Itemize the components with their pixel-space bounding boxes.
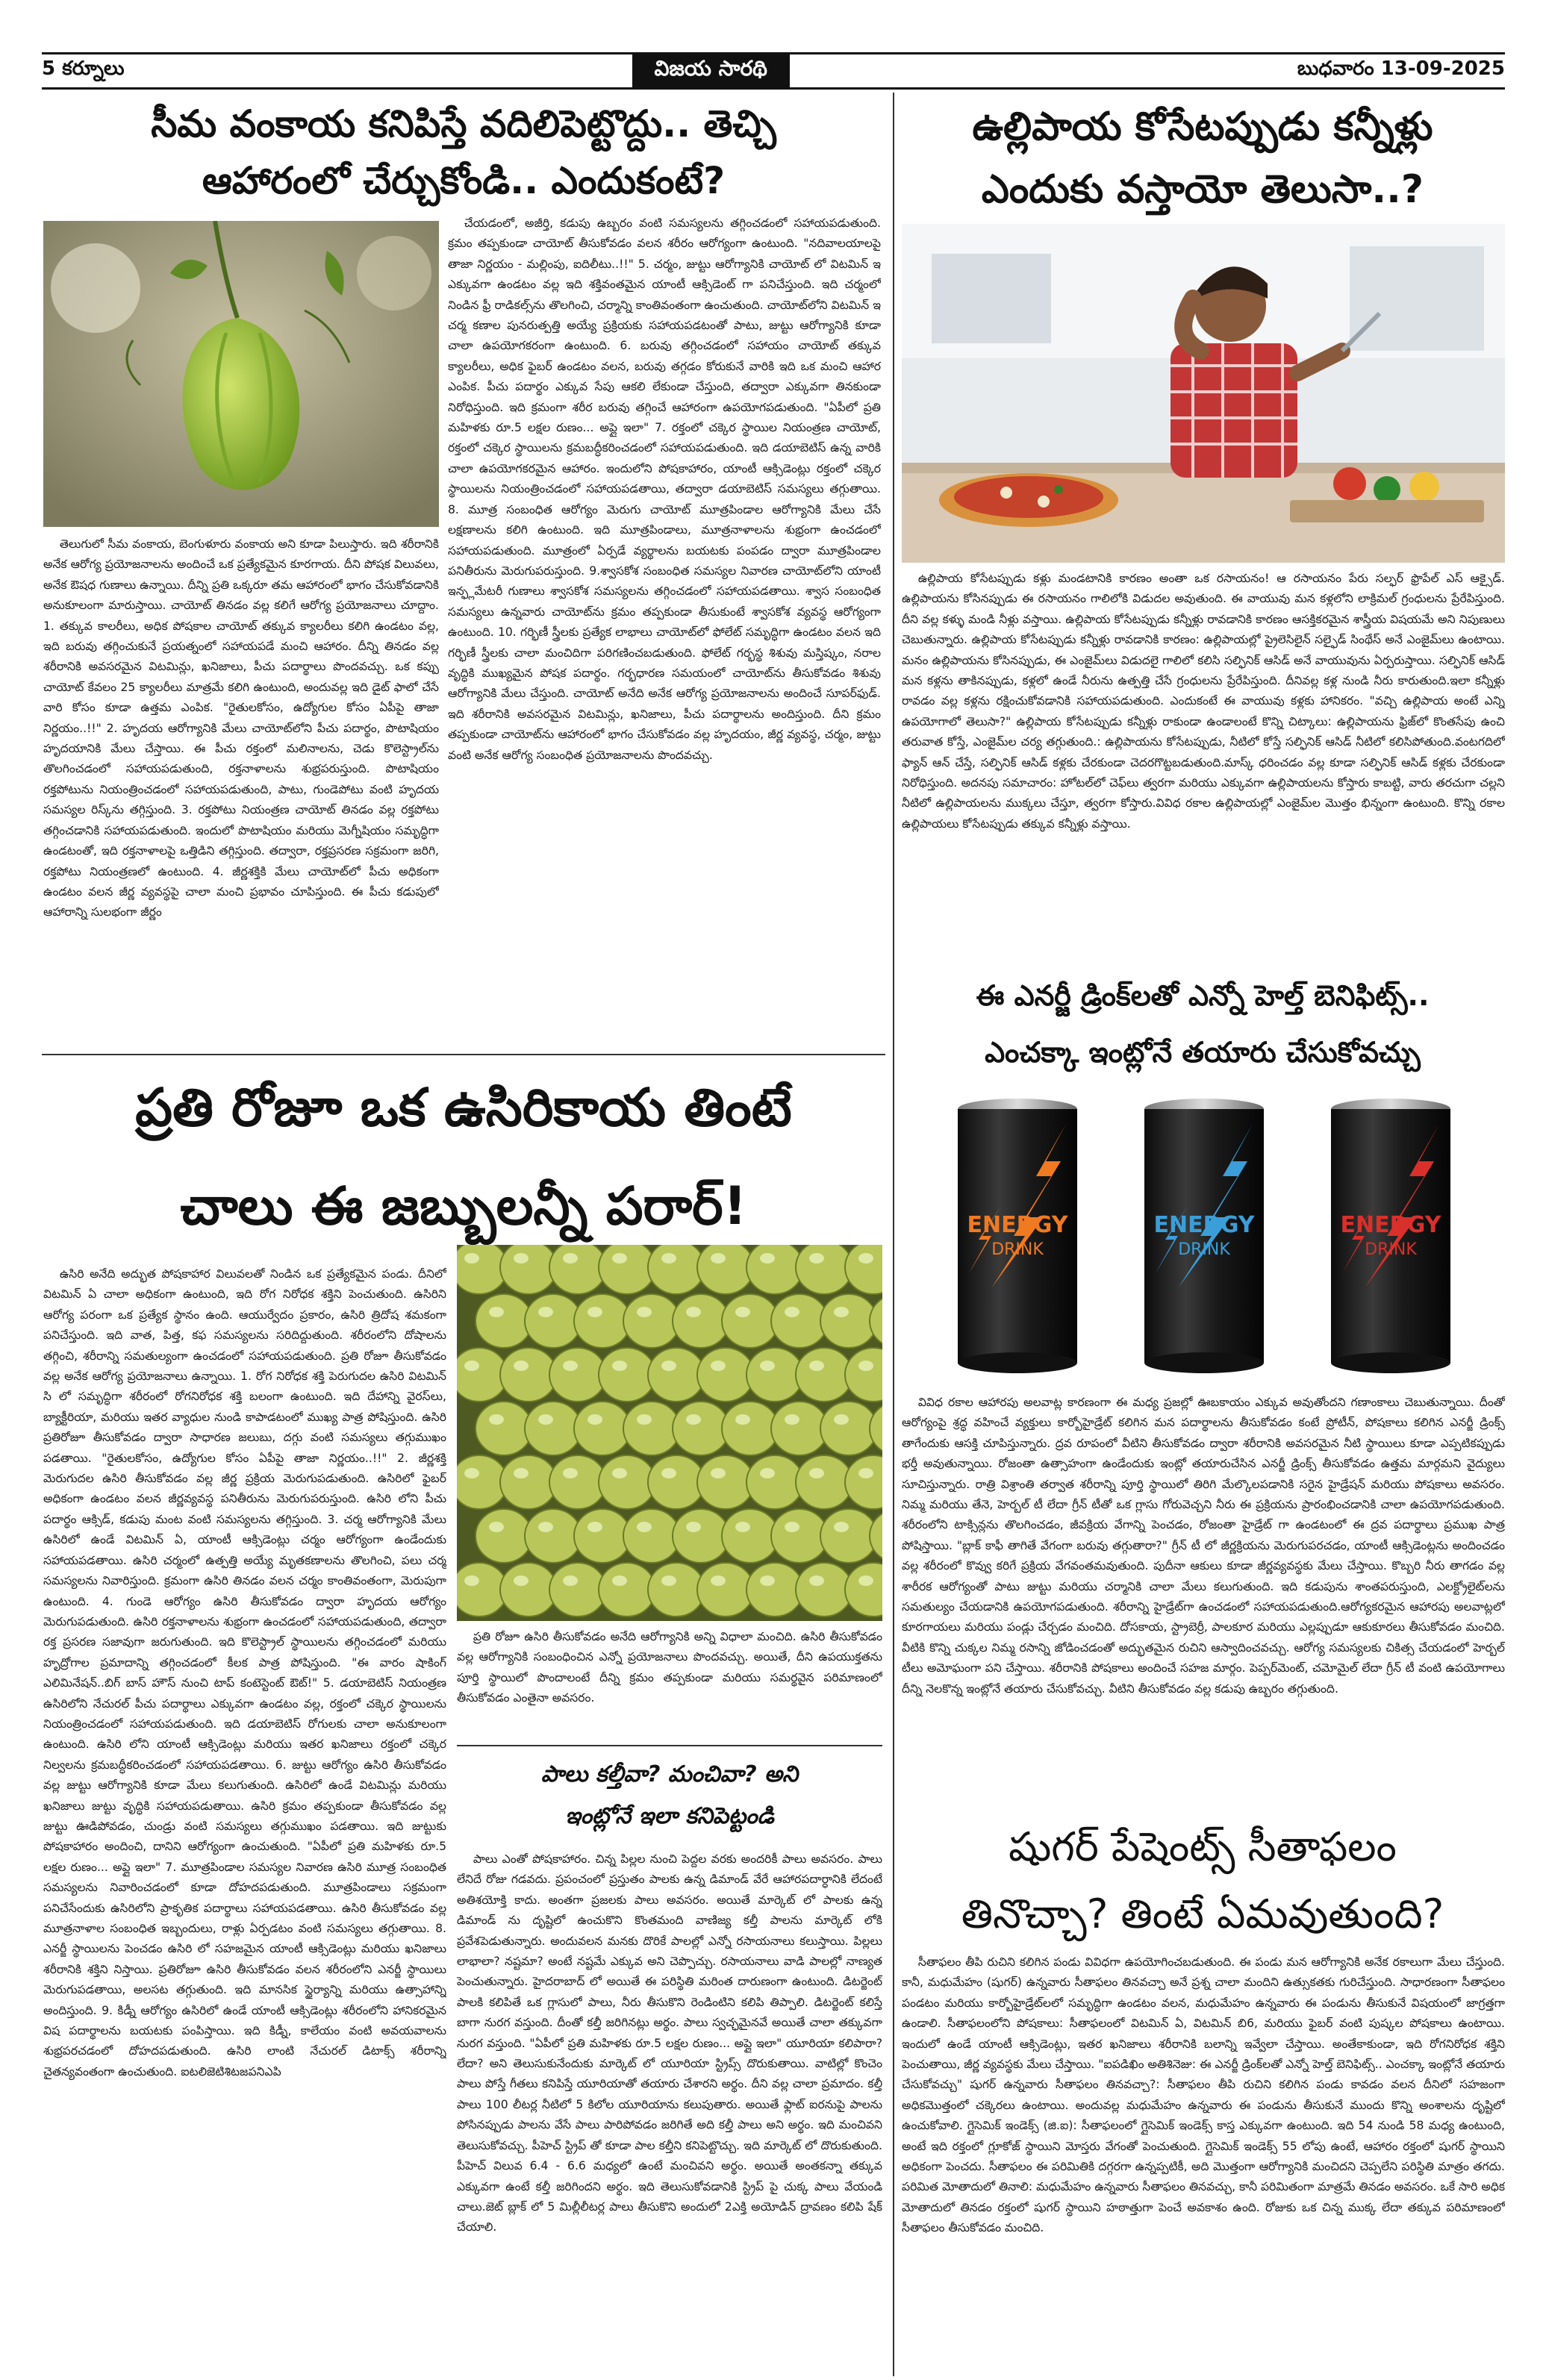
page-header bbox=[42, 52, 1505, 90]
amla-fruit bbox=[722, 1509, 779, 1563]
amla-fruit bbox=[746, 1348, 803, 1402]
amla-fruit bbox=[796, 1348, 852, 1402]
amla-fruit bbox=[771, 1294, 828, 1348]
article3-headline: ఈ ఎనర్జీ డ్రింక్‌లతో ఎన్నో హెల్త్ బెనిఫిట్స్.. ఎంచక్కా ఇంట్లోనే తయారు చేసుకోవచ్చు bbox=[976, 979, 1430, 1069]
amla-fruit bbox=[796, 1245, 852, 1294]
amla-fruit bbox=[697, 1348, 754, 1402]
article6-body: సీతాఫలం తీపి రుచిని కలిగిన పండు వివిధగా ఉపయోగించబడుతుంది. ఈ పండు మన ఆరోగ్యానికి అనేక రకాలుగా మేలు చేస్తుంది. కానీ, మధుమేహం (షుగర్) ఉన్నవారు సీతాఫలం తినవచ్చా అనే ప్రశ్న చాలా మందిని ఉత్సుకతకు గురిచేస్తుంది. సాధారణంగా సీతాఫలం పండటం మరియు కార్బోహైడ్రేట్‌లలో సమృద్ధిగా ఉండటం వలన, మధుమేహం ఉన్నవారు ఈ పండును తీసుకునే విషయంలో జాగ్రత్తగా ఉండాలి. సీతాఫలంలోని పోషకాలు: సీతాఫలంలో విటమిన్ ఏ, విటమిన్ బి6, మరియు ఫైబర్ వంటి పుష్కల పోషకాలు ఉంటాయి. ఇందులో ఉండే యాంటీ ఆక్సిడెంట్లు, ఇతర ఖనిజాలు శరీరానికి బలాన్ని ఇవ్వేలా చేస్తాయి. అంతేకాకుండా, ఇది రోగనిరోధక శక్తిని పెంచుతాయి, జీర్ణ వ్యవస్థకు మేలు చేస్తాయి. "ఐపడిఖిం అతిశినెజు: ఈ ఎనర్జీ డ్రింక్‌లతో ఎన్నో హెల్త్ బెనిఫిట్స్.. ఎంచక్కా ఇంట్లోనే తయారు చేసుకోవచ్చు" షుగర్ ఉన్నవారు సీతాఫలం తినవచ్చా?: సీతాఫలం తీపి రుచిని కలిగిన పండు కావడం వలన దీనిలో సహజంగా అధికమొత్తంలో చక్కెరలు ఉంటాయి. అందువల్ల మధుమేహం ఉన్నవారు ఈ పండును తీసుకునే ముందు కొన్ని అంశాలను దృష్టిలో ఉంచుకోవాలి. గ్లైసెమిక్ ఇండెక్స్ (జి.ఐ): సీతాఫలంలో గ్లైసెమిక్ ఇండెక్స్ కాస్త ఎక్కువగా ఉంటుంది. ఇది 54 నుండి 58 మధ్య ఉంటుంది, అంటే ఇది రక్తంలో గ్లూకోజ్ స్థాయిని మోస్తరు వేగంతో పెంచుతుంది. గ్లైసెమిక్ ఇండెక్స్ 55 లోపు ఉంటే, ఆహారం రక్తంలో షుగర్ స్థాయిని అధికంగా పెంచదు. సీతాఫలం ఈ పరిమితికి దగ్గరగా ఉన్నప్పటికీ, అది మొత్తంగా ఆరోగ్యానికి మంచిదని చెప్పలేని పరిస్థితి మాత్రం తగదు. పరిమిత మోతాదులో తినాలి: మధుమేహం ఉన్నవారు సీతాఫలం తినవచ్చు, కానీ పరిమితంగా మాత్రమే తినడం అవసరం. ఒకే సారి అధిక మోతాదులో తినడం రక్తంలో షుగర్ స్థాయిని హఠాత్తుగా పెంచే అవకాశం ఉంది. రోజుకు ఒక చిన్న ముక్క లేదా తక్కువ పరిమాణంలో సీతాఫలం తీసుకోవడం మంచిది. bbox=[902, 1955, 1505, 2235]
amla-fruit bbox=[722, 1294, 779, 1348]
amla-fruit bbox=[476, 1402, 532, 1455]
amla-fruit bbox=[648, 1563, 705, 1617]
amla-fruit bbox=[500, 1455, 557, 1509]
amla-fruit bbox=[771, 1509, 828, 1563]
amla-fruit bbox=[500, 1245, 557, 1294]
amla-fruit bbox=[574, 1402, 631, 1455]
energy-drink-can bbox=[1144, 1099, 1264, 1373]
amla-fruit bbox=[599, 1455, 655, 1509]
chayote-photo bbox=[43, 221, 439, 527]
amla-fruit bbox=[500, 1563, 557, 1617]
amla-fruit bbox=[796, 1455, 852, 1509]
amla-fruit bbox=[574, 1509, 631, 1563]
amla-fruit bbox=[820, 1402, 877, 1455]
can-label-drink: DRINK bbox=[1365, 1240, 1417, 1259]
amla-fruit bbox=[673, 1402, 729, 1455]
energy-drink-cans-photo bbox=[902, 1079, 1505, 1385]
amla-fruit bbox=[648, 1455, 705, 1509]
article5-body: పాలు ఎంతో పోషకాహారం. చిన్న పిల్లల నుంచి పెద్దల వరకు అందరికీ పాలు అవసరం. పాలు లేనిదే రోజు గడవదు. ప్రపంచంలో ప్రస్తుతం పాలకు ఉన్న డిమాండ్ వేరే ఆహారపదార్ధానికి లేదంటే అతిశయోక్తి కాదు. అంతగా ప్రజలకు పాలు అవసరం. అయితే మార్కెట్ లో పాలకు ఉన్న డిమాండ్ ను దృష్టిలో ఉంచుకొని కొంతమంది వాణిజ్య కల్తీ పాలను మార్కెట్ లోకి ప్రవేశపెడుతున్నారు. అందువలన మనకు దొరికే పాలల్లో ఎన్నో రసాయనాలు కలుస్తాయి. పిల్లలు లాభాలా? నష్టమా? అంటే నష్టమే ఎక్కువ అని చెప్పొచ్చు. రసాయనాలు వాడి పాలల్లో నాణ్యత పెంచుతున్నారు. హైదరాబాద్ లో అయితే ఈ పరిస్థితి మరింత దారుణంగా ఉంటుంది. డిటర్జెంట్ పాలకి కలిపితే ఒక గ్లాసులో పాలు, నీరు తీసుకొని రెండింటిని కలిపి తిప్పాలి. డిటర్జెంట్ కలిస్తే బాగా నురగ వస్తుంది. దీంతో కల్తీ జరిగినట్లు అర్థం. పాలు స్వచ్ఛమైనవే అయితే చాలా తక్కువగా నురగ వస్తుంది. "ఏపీలో ప్రతి మహిళకు రూ.5 లక్షల రుణం... అప్లై ఇలా" యూరియా కలిపారా? లేదా? అని తెలుసుకునేందుకు మార్కెట్ లో యూరియా స్ట్రిప్స్ దొరుకుతాయి. వాటిల్లో కొంచెం పాలు పోస్తే గీతలు కనిపిస్తే యూరియాతో తయారు చేశారని అర్థం. దీని వల్ల చాలా ప్రమాదం. కల్తీ పాలు 100 లీటర్ల నీటిలో 5 కిలోల యూరియాను కలుపుతారు. అయితే ఫ్లాట్ ఐరనుపై పాలను పోసినప్పుడు పాలను వేసే పాలు పారిపోవడం జరిగితే అది కల్తీ పాలు అని అర్థం. ఇది మంచివని తెలుసుకోవచ్చు. పీహెచ్ స్ట్రిప్ తో కూడా పాల కల్తీని కనిపెట్టొచ్చు. ఇది మార్కెట్ లో దొరుకుతుంది. పీహెచ్ విలువ 6.4 - 6.6 మధ్యలో ఉంటే మంచివని అర్థం. అయితే అంతకన్నా తక్కువ ఎక్కువగా ఉంటే కల్తీ జరిగిందని అర్థం. ఇది తెలుసుకోవడానికి స్ట్రిప్ పై చుక్క పాలు వేయండి చాలు.జెట్ బ్లాక్ లో 5 మిల్లీలీటర్ల పాలు తీసుకొని అందులో 2ఎక్తి అయోడిన్ ద్రావణం కలిపి షేక్ చేయాలి. bbox=[457, 1852, 882, 2234]
amla-fruit bbox=[746, 1563, 803, 1617]
amla-fruit bbox=[623, 1294, 680, 1348]
amla-fruit bbox=[549, 1348, 606, 1402]
amla-fruit bbox=[549, 1455, 606, 1509]
amla-fruit bbox=[574, 1294, 631, 1348]
amla-fruit bbox=[599, 1348, 655, 1402]
amla-fruit bbox=[500, 1348, 557, 1402]
amla-fruit bbox=[549, 1245, 606, 1294]
amla-fruit bbox=[697, 1563, 754, 1617]
can-label-energy: ENERGY bbox=[1153, 1212, 1255, 1238]
article1-headline: సీమ వంకాయ కనిపిస్తే వదిలిపెట్టొద్దు.. తెచ్చి ఆహారంలో చేర్చుకోండి.. ఎందుకంటే? bbox=[151, 102, 776, 202]
amla-fruit bbox=[722, 1402, 779, 1455]
energy-drink-can bbox=[958, 1099, 1077, 1373]
article5-headline: పాలు కల్తీవా? మంచివా? అని ఇంట్లోనే ఇలా కనిపెట్టండి bbox=[540, 1761, 799, 1829]
article1-body-right: చేయడంలో, అజీర్తి, కడుపు ఉబ్బరం వంటి సమస్యలను తగ్గించడంలో సహాయపడుతుంది. క్రమం తప్పకుండా చాయోట్ తీసుకోవడం వలన శరీరం ఆరోగ్యంగా ఉంటుంది. "నదివాలయాలపై తాజా నిర్ణయం - మల్లింపు, ఐదిలీటు..!!" 5. చర్మం, జుట్టు ఆరోగ్యానికి చాయోట్ లో విటమిన్ ఇ ఎక్కువగా ఉండటం వల్ల ఇది శక్తివంతమైన యాంటీ ఆక్సిడెంట్ గా పనిచేస్తుంది. ఇది చర్మంలో నిండిన ఫ్రీ రాడికల్స్‌ను తొలగించి, చర్మాన్ని కాంతివంతంగా ఉంచుతుంది. చాయోట్‌లోని విటమిన్ ఇ చర్మ కణాల పునరుత్పత్తి అయ్యే ప్రక్రియకు సహాయపడటంతో పాటు, జుట్టు ఆరోగ్యానికి కూడా చాలా ఉపయోగకరంగా ఉంటుంది. 6. బరువు తగ్గించడంలో సహాయం చాయోట్ తక్కువ క్యాలరీలు, అధిక ఫైబర్ ఉండటం వలన, బరువు తగ్గడం కోరుకునే వారికి ఇది ఒక మంచి ఆహార ఎంపిక. పీచు పదార్థం ఎక్కువ సేపు ఆకలి లేకుండా చేస్తుంది, తద్వారా ఎక్కువగా తినకుండా నిరోధిస్తుంది. ఇది క్రమంగా శరీర బరువు తగ్గించే ఆహారంగా ఉపయోగపడుతుంది. "ఏపీలో ప్రతి మహిళకు రూ.5 లక్షల రుణం... అప్లై ఇలా" 7. రక్తంలో చక్కెర స్థాయిల నియంత్రణ చాయోట్, రక్తంలో చక్కెర స్థాయిలను క్రమబద్ధీకరించడంలో సహాయపడుతుంది. ఇది డయాబెటిస్ ఉన్న వారికి చాలా ఉపయోగకరమైన ఆహారం. ఇందులోని పోషకాహారం, యాంటీ ఆక్సిడెంట్లు రక్తంలో చక్కెర స్థాయిలను నియంత్రించడంలో సహాయపడతాయి, తద్వారా డయాబెటిస్ సమస్యలు తగ్గుతాయి. 8. మూత్ర సంబంధిత ఆరోగ్యం మెరుగు చాయోట్ మూత్రపిండాల ఆరోగ్యానికి మేలు చేసే లక్షణాలను కలిగి ఉంటుంది. ఇది మూత్రపిండాలు, మూత్రనాళాలను శుభ్రంగా ఉంచడంలో సహాయపడుతుంది. మూత్రంలో ఏర్పడే వ్యర్థాలను బయటకు పంపడం ద్వారా మూత్రపిండాల పనితీరును మెరుగుపరుస్తుంది. 9.శ్వాసకోశ సంబంధిత సమస్యల నివారణ చాయోట్‌లోని యాంటీ ఇన్ఫ్లమేటరీ గుణాలు శ్వాసకోశ సమస్యలను తగ్గించడంలో సహాయపడతాయి. శ్వాస సంబంధిత సమస్యలు ఉన్నవారు చాయోట్‌ను క్రమం తప్పకుండా తీసుకుంటే శ్వాసకోశ వ్యవస్థ ఆరోగ్యంగా ఉంటుంది. 10. గర్భిణీ స్త్రీలకు ప్రత్యేక లాభాలు చాయోట్‌లో ఫోలేట్ సమృద్ధిగా ఉండటం వలన ఇది గర్భిణీ స్త్రీలకు చాలా మంచిదిగా పరిగణించబడుతుంది. ఫోలేట్ గర్భస్థ శిశువు మస్తిష్కం, నరాల వృద్ధికి ముఖ్యమైన పోషక పదార్థం. గర్భధారణ సమయంలో చాయోట్‌ను తీసుకోవడం శిశువు ఆరోగ్యానికి మేలు చేస్తుంది. చాయోట్ అనేది అనేక ఆరోగ్య ప్రయోజనాలను అందించే సూపర్‌ఫుడ్. ఇది శరీరానికి అవసరమైన విటమిన్లు, ఖనిజాలు, పీచు పదార్థాలను అందిస్తుంది. దీని క్రమం తప్పకుండా చాయోట్‌ను ఆహారంలో భాగం చేసుకోవడం వల్ల హృదయం, జీర్ణ వ్యవస్థ, చర్మం, జుట్టు వంటి అనేక ఆరోగ్య సంబంధిత ప్రయోజనాలను పొందవచ్చు. bbox=[448, 216, 881, 762]
amla-fruit bbox=[820, 1509, 877, 1563]
amla-fruit bbox=[697, 1245, 754, 1294]
article1-body-below: తెలుగులో సీమ వంకాయ, బెంగుళూరు వంకాయ అని కూడా పిలుస్తారు. ఇది శరీరానికి అనేక ఆరోగ్య ప్రయోజనాలను అందించే ఒక ప్రత్యేకమైన కూరగాయ. దీని పోషక విలువలు, అనేక ఔషధ గుణాలు ఉన్నాయి. దీన్ని ప్రతి ఒక్కరూ తమ ఆహారంలో భాగం చేసుకోవడానికి అనుకూలంగా మారుస్తాయి. చాయోట్ తినడం వల్ల కలిగే ఆరోగ్య ప్రయోజనాలు చూద్దాం. 1. తక్కువ కాలరీలు, అధిక పోషకాల చాయోట్ తక్కువ క్యాలరీలు కలిగి ఉండటం వల్ల, ఇది బరువు తగ్గించుకునే ప్రయత్నంలో సహాయపడే మంచి ఆహారం. దీన్ని తినడం వల్ల శరీరానికి అవసరమైన విటమిన్లు, ఖనిజాలు, పీచు పదార్థాలు పొందవచ్చు. ఒక కప్పు చాయోట్ కేవలం 25 క్యాలరీలు మాత్రమే కలిగి ఉంటుంది, అందువల్ల ఇది డైట్ ఫాలో చేసే వారి కోసం కూడా ఉత్తమ ఎంపిక. "రైతులకోసం, ఉద్యోగుల కోసం ఏపీపై తాజా నిర్ణయం..!!" 2. హృదయ ఆరోగ్యానికి మేలు చాయోట్‌లోని పీచు పదార్థం, పొటాషియం హృదయానికి మేలు చేస్తాయి. ఈ పీచు రక్తంలో మలినాలను, చెడు కొలెస్ట్రాల్‌ను తొలగించడంలో సహాయపడుతుంది, రక్తనాళాలను శుభ్రపరుస్తుంది. పొటాషియం రక్తపోటును నియంత్రించడంలో సహాయపడుతుంది, పాటు, గుండెపోటు వంటి హృదయ సమస్యల రిస్క్‌ను తగ్గిస్తుంది. 3. రక్తపోటు నియంత్రణ చాయోట్ తినడం వల్ల రక్తపోటు తగ్గించడానికి సహాయపడుతుంది. ఇందులో పొటాషియం మరియు మెగ్నీషియం సమృద్ధిగా ఉండటంతో, ఇది రక్తనాళాలపై ఒత్తిడిని తగ్గిస్తుంది. తద్వారా, రక్తప్రసరణ సక్రమంగా జరిగి, రక్తపోటు నియంత్రణలో ఉంటుంది. 4. జీర్ణశక్తికి మేలు చాయోట్‌లో పీచు అధికంగా ఉండటం వలన జీర్ణ వ్యవస్థపై చాలా మంచి ప్రభావం చూపిస్తుంది. ఈ పీచు కడుపులో ఆహారాన్ని సులభంగా జీర్ణం bbox=[43, 537, 439, 919]
amla-fruit bbox=[648, 1245, 705, 1294]
amla-fruit bbox=[746, 1455, 803, 1509]
amla-fruit bbox=[697, 1455, 754, 1509]
article6-headline: షుగర్ పేషెంట్స్ సీతాఫలం తినొచ్చా? తింటే ఏమవుతుంది? bbox=[961, 1823, 1444, 1937]
masthead: విజయ సారథి bbox=[632, 54, 790, 87]
amla-fruit bbox=[820, 1294, 877, 1348]
amla-fruit bbox=[476, 1509, 532, 1563]
can-label-drink: DRINK bbox=[1178, 1240, 1230, 1259]
article2-headline: ఉల్లిపాయ కోసేటప్పుడు కన్నీళ్లు ఎందుకు వస్తాయో తెలుసా..? bbox=[972, 104, 1433, 212]
amla-fruit bbox=[673, 1294, 729, 1348]
can-label-energy: ENERGY bbox=[967, 1212, 1068, 1238]
amla-fruit bbox=[549, 1563, 606, 1617]
amla-fruit bbox=[746, 1245, 803, 1294]
onion-cutting-photo bbox=[902, 224, 1505, 563]
date-label: బుధవారం 13-09-2025 bbox=[1297, 57, 1505, 80]
amla-fruit bbox=[599, 1245, 655, 1294]
can-label-drink: DRINK bbox=[991, 1240, 1044, 1259]
amla-fruit bbox=[525, 1294, 582, 1348]
can-label-energy: ENERGY bbox=[1340, 1212, 1441, 1238]
amla-photo bbox=[457, 1245, 882, 1621]
amla-fruit bbox=[623, 1509, 680, 1563]
article3-body: వివిధ రకాల ఆహారపు అలవాట్ల కారణంగా ఈ మధ్య ప్రజల్లో ఊబకాయం ఎక్కువ అవుతోందని గణాంకాలు చెబుతున్నాయి. దీంతో ఆరోగ్యంపై శ్రద్ధ వహించే వ్యక్తులు కార్బోహైడ్రేట్ కలిగిన మన పదార్థాలను తీసుకోవడం కంటే ప్రోటీన్, పోషకాలు కలిగిన ఎనర్జీ డ్రింక్స్‌ తాగేందుకు ఆసక్తి చూపిస్తున్నారు. ద్రవ రూపంలో వీటిని తీసుకోవడం ద్వారా శరీరానికి అవసరమైన నీటి స్థాయిలు కూడా ఎప్పటికప్పుడు భర్తీ అవుతున్నాయి. రోజంతా ఉత్సాహంగా ఉండేందుకు ఇంట్లో తయారుచేసిన ఎనర్జీ డ్రింక్స్ తీసుకోవడం ఉత్తమ మార్గమని వైద్యులు సూచిస్తున్నారు. రాత్రి విశ్రాంతి తర్వాత శరీరాన్ని పూర్తి స్థాయిలో తిరిగి మేల్కొలపడానికి సరైన హైడ్రేషన్ మరియు పోషకాలు అవసరం. నిమ్మ మరియు తేనె, హెర్బల్ టీ లేదా గ్రీన్ టీతో ఒక గ్లాసు గోరువెచ్చని నీరు ఈ ప్రక్రియను ప్రారంభించడానికి చాలా ఉపయోగపడుతుంది. శరీరంలోని టాక్సిన్లను తొలగించడం, జీవక్రియ వేగాన్ని పెంచడం, రోజంతా హైడ్రేట్ గా ఉండటంలో ఈ ద్రవ పదార్థాలు ప్రముఖ పాత్ర పోషిస్తాయి. "బ్లాక్ కాఫీ తాగితే వేగంగా బరువు తగ్గుతారా?" గ్రీన్ టీ లో జీర్ణక్రియను మెరుగుపరచడం, యాంటీ ఆక్సిడెంట్లను అందించడం వల్ల శరీరంలో కొవ్వు కరిగే ప్రక్రియ వేగవంతమవుతుంది. పుదీనా ఆకులు కూడా జీర్ణవ్యవస్థకు మేలు చేస్తాయి. కొబ్బరి నీరు తాగడం వల్ల శారీరక ఆరోగ్యంతో పాటు జుట్టు మరియు చర్మానికి చాలా మేలు కలుగుతుంది. ఇది కడుపును శాంతపరుస్తుంది, ఎలక్ట్రోలైట్‌లను సమతుల్యం చేయడానికి ఉపయోగపడుతుంది. శరీరాన్ని హైడ్రేట్‌గా ఉంచడంలో సహాయపడుతుంది.ఆరోగ్యకరమైన ఆహారపు అలవాట్లలో కూరగాయలు మరియు పండ్లు చేర్చడం మంచిది. దోసకాయ, స్ట్రాబెర్రీ, పాలకూర మరియు ఎల్లప్పుడూ ఆకుకూరలు తీసుకోవడం మంచిది. వీటికి కొన్ని చుక్కల నిమ్మ రసాన్ని జోడించడంతో అద్భుతమైన రుచిని ఆస్వాదించవచ్చు. ఆరోగ్య సమస్యలకు చికిత్స చేయడంలో హెర్బల్ టీలు అమోఘంగా పని చేస్తాయి. శరీరానికి పోషకాలు అందించే సహజ మార్గం. పెప్పర్‌మెంట్, చమోమైల్ లేదా గ్రీన్ టీ వంటి ఉపయోగాలు దీన్ని నెలకొన్న ఇంట్లోనే తయారు చేసుకోవచ్చు. వీటిని తీసుకోవడం వల్ల కడుపు ఉబ్బరం తగ్గుతుంది. bbox=[902, 1396, 1505, 1696]
amla-fruit bbox=[771, 1402, 828, 1455]
article4-body-left: ఉసిరి అనేది అద్భుత పోషకాహార విలువలతో నిండిన ఒక ప్రత్యేకమైన పండు. దీనిలో విటమిన్ ఏ చాలా అధికంగా ఉంటుంది, ఇది రోగ నిరోధక శక్తిని పెంచుతుంది. ఉసిరిని ఆరోగ్య పరంగా ఒక ప్రత్యేక స్థానం ఉంది. ఆయుర్వేదం ప్రకారం, ఉసిరి త్రిదోష శమకంగా పనిచేస్తుంది. ఇది వాత, పిత్త, కఫ సమస్యలను సరిదిద్దుతుంది. శరీరంలోని దోషాలను తగ్గించి, శరీరాన్ని సమతుల్యంగా ఉంచడంలో సహాయపడుతుంది. ప్రతి రోజూ తీసుకోవడం వల్ల అనేక ఆరోగ్య ప్రయోజనాలు ఉన్నాయి. 1. రోగ నిరోధక శక్తి పెరుగుదల ఉసిరి విటమిన్ సి లో సమృద్ధిగా శరీరంలో రోగనిరోధక శక్తి బలంగా ఉంటుంది. ఇది దేహాన్ని వైరస్‌లు, బ్యాక్టీరియా, మరియు ఇతర వ్యాధుల నుండి కాపాడటంలో ముఖ్య పాత్ర పోషిస్తుంది. ఉసిరి ప్రతిరోజూ తీసుకోవడం ద్వారా సాధారణ జలుబు, దగ్గు వంటి సమస్యలు తగ్గుముఖం పడతాయి. "రైతులకోసం, ఉద్యోగుల కోసం ఏపీపై తాజా నిర్ణయం..!!" 2. జీర్ణశక్తి మెరుగుదల ఉసిరి తీసుకోవడం వల్ల జీర్ణ ప్రక్రియ మెరుగుపడుతుంది. ఉసిరిలో ఫైబర్ అధికంగా ఉండటం వలన జీర్ణవ్యవస్థ పనితీరును మెరుగుపరుస్తుంది. ఉసిరి లోని పీచు పదార్థం ఆక్సిడ్, కడుపు మంట వంటి సమస్యలను తగ్గిస్తుంది. 3. చర్మ ఆరోగ్యానికి మేలు ఉసిరిలో ఉండే విటమిన్ ఏ, యాంటీ ఆక్సిడెంట్లు చర్మం ఆరోగ్యంగా ఉండేందుకు సహాయపడతాయి. ఉసిరి చర్మంలో ఉత్పత్తి అయ్యే మృతకణాలను తొలగించి, పలు చర్మ సమస్యలను నివారిస్తుంది. క్రమంగా ఉసిరి తినడం వలన చర్మం కాంతివంతంగా, మెరుపుగా ఉంటుంది. 4. గుండె ఆరోగ్యం ఉసిరి తీసుకోవడం ద్వారా హృదయ ఆరోగ్యం మెరుగుపడుతుంది. ఉసిరి రక్తనాళాలను శుభ్రంగా ఉంచడంలో సహాయపడుతుంది, తద్వారా రక్త ప్రసరణ సజావుగా జరుగుతుంది. ఇది కొలెస్ట్రాల్ స్థాయిలను తగ్గించడంలో మరియు హృద్రోగాల ప్రమాదాన్ని తగ్గించడంలో కీలక పాత్ర పోషిస్తుంది. "ఈ వారం షాకింగ్ ఎలిమినేషన్..బిగ్ బాస్ హౌస్ నుంచి టాప్ కంటెస్టెంట్ ఔట్!" 5. డయాబెటిస్ నియంత్రణ ఉసిరిలోని నేచురల్ పీచు పదార్థాలు ఎక్కువగా ఉండటం వల్ల, రక్తంలో చక్కెర స్థాయిలను నియంత్రించడంలో సహాయపడుతుంది. ఇది డయాబెటిస్ రోగులకు చాలా అనుకూలంగా ఉంటుంది. ఉసిరి లోని యాంటీ ఆక్సిడెంట్లు మరియు ఇతర ఖనిజాలు రక్తంలో చక్కెర నిల్వలను క్రమబద్ధీకరించడంలో సహాయపడతాయి. 6. జుట్టు ఆరోగ్యం ఉసిరి తీసుకోవడం వల్ల జుట్టు ఆరోగ్యానికి కూడా మేలు కలుగుతుంది. ఉసిరిలో ఉండే విటమిన్లు మరియు ఖనిజాలు జుట్టు వృద్ధికి సహాయపడుతాయి. ఉసిరి క్రమం తప్పకుండా తీసుకోవడం వల్ల జుట్టు ఊడిపోవడం, చుండ్రు వంటి సమస్యలు తగ్గుముఖం పడతాయి. ఇది జుట్టుకు పోషకాహారం అందించి, దానిని ఆరోగ్యంగా ఉంచుతుంది. "ఏపీలో ప్రతి మహిళకు రూ.5 లక్షల రుణం... అప్లై ఇలా" 7. మూత్రపిండాల సమస్యల నివారణ ఉసిరి మూత్ర సంబంధిత సమస్యలను నివారించడంలో కూడా దోహదపడుతుంది. మూత్రపిండాలు సక్రమంగా పనిచేసేందుకు ఉసిరిలోని ప్రాకృతిక పదార్థాలు సహాయపడతాయి. ఉసిరి తీసుకోవడం వల్ల మూత్రనాళాల సంబంధిత ఇబ్బందులు, రాళ్లు ఏర్పడటం వంటి సమస్యలు తగ్గుతాయి. 8. ఎనర్జీ స్థాయిలను పెంచడం ఉసిరి లో సహజమైన యాంటీ ఆక్సిడెంట్లు మరియు ఖనిజాలు శరీరానికి శక్తిని నిస్తాయి. ప్రతిరోజూ ఉసిరి తీసుకోవడం వలన శరీరంలోని ఎనర్జీ స్థాయిలు మెరుగుపడతాయి, అలసట తగ్గుతుంది. ఇది మానసిక స్థైర్యాన్ని మరియు ఉత్సాహాన్ని అందిస్తుంది. 9. కిడ్నీ ఆరోగ్యం ఉసిరిలో ఉండే యాంటీ ఆక్సిడెంట్లు శరీరంలోని హానికరమైన విష పదార్థాలను బయటకు పంపిస్తాయి. ఇది కిడ్నీ, కాలేయం వంటి అవయవాలను శుభ్రపరచడంలో దోహదపడుతుంది. ఉసిరి లాంటి నేచురల్ డిటాక్స్ శరీరాన్ని చైతన్యవంతంగా ఉంచుతుంది. ఐటలిజెటిశిటజపనిఎపి bbox=[43, 1267, 446, 2078]
amla-fruit bbox=[648, 1348, 705, 1402]
edition-label: 5 కర్నూలు bbox=[42, 57, 125, 80]
energy-drink-can bbox=[1331, 1099, 1450, 1373]
amla-fruit bbox=[623, 1402, 680, 1455]
amla-fruit bbox=[673, 1509, 729, 1563]
article2-body: ఉల్లిపాయ కోసేటప్పుడు కళ్లు మండటానికి కారణం అంతా ఒక రసాయనం! ఆ రసాయనం పేరు సల్ఫర్ ఫ్రొపేల్ ఎస్ ఆక్సైడ్. ఉల్లిపాయను కోసినప్పుడు ఈ రసాయనం గాలిలోకి విడుదల అవుతుంది. ఈ వాయువు మన కళ్లలోని లాక్రిమల్ గ్రంధులను ప్రేరేపిస్తుంది. దీని వల్ల కళ్ళు మండి నీళ్లు వస్తాయి. ఉల్లిపాయ కోసేటప్పుడు కన్నీళ్లు రావడానికి కారణం ఆసక్తికరమైన శాస్త్రీయ విషయమే అని నిపుణులు చెబుతున్నారు. ఉల్లిపాయ కోసేటప్పుడు కన్నీళ్లు రావడానికి కారణం: ఉల్లిపాయల్లో ప్రైలెసిలైన్ సల్ఫైడ్ సింథేస్ అనే ఎంజైమ్‌లు ఉంటాయి. మనం ఉల్లిపాయను కోసినప్పుడు, ఈ ఎంజైమ్‌లు విడుదలై గాలిలో కలిసి సల్ఫినిక్ ఆసిడ్ అనే వాయువును ఏర్పరుస్తాయి. సల్ఫినిక్ ఆసిడ్ మన కళ్లను తాకినప్పుడు, కళ్లలో ఉండే నీరును ఉత్పత్తి చేసే గ్రంధులను ప్రేరేపిస్తుంది. దీనివల్ల కళ్ల నుండి నీరు కారుతుంది.ఇలా కన్నీళ్లు రావడం వల్ల కళ్లను రక్షించుకోవడానికి సహాయపడుతుంది. ఎందుకంటే ఈ వాయువు కళ్లకు హానికరం. "వచ్చి ఉల్లిపాయ అంటే ఎన్ని ఉపయోగాలో తెలుసా?" ఉల్లిపాయ కోసేటప్పుడు కన్నీళ్లు రాకుండా ఉండాలంటే కొన్ని చిట్కాలు: ఉల్లిపాయను ఫ్రిజ్‌లో కొంతసేపు ఉంచి తరువాత కోస్తే, ఎంజైమ్‌ల చర్య తగ్గుతుంది.: ఉల్లిపాయను కోసేటప్పుడు, నీటిలో కోస్తే సల్ఫినిక్ ఆసిడ్ నీటిలో కలిసిపోతుంది.వంటగదిలో ఫ్యాన్ ఆన్ చేస్తే, సల్ఫినిక్ ఆసిడ్ కళ్లకు చేరకుండా చెదరగొట్టబడుతుంది.మాస్క్ ధరించడం వల్ల కూడా సల్ఫినిక్ ఆసిడ్ కళ్లకు చేరకుండా నిరోధిస్తుంది. అదనపు సమాచారం: హోటల్‌లో చెఫ్‌లు త్వరగా మరియు ఎక్కువగా ఉల్లిపాయలను కోస్తారు కాబట్టి, వారు తరచుగా చల్లని నీటిలో ఉల్లిపాయలను ముక్కలు చేస్తూ, త్వరగా కోస్తారు.వివిధ రకాల ఉల్లిపాయల్లో ఎంజైమ్‌ల మొత్తం భిన్నంగా ఉంటుంది. కొన్ని రకాల ఉల్లిపాయలు కోసేటప్పుడు తక్కువ కన్నీళ్లు వస్తాయి. bbox=[902, 572, 1505, 831]
amla-fruit bbox=[599, 1563, 655, 1617]
amla-fruit bbox=[525, 1509, 582, 1563]
amla-fruit bbox=[476, 1294, 532, 1348]
amla-fruit bbox=[796, 1563, 852, 1617]
amla-fruit bbox=[525, 1402, 582, 1455]
article4-headline: ప్రతి రోజూ ఒక ఉసిరికాయ తింటే చాలు ఈ జబ్బులన్నీ పరార్! bbox=[135, 1077, 792, 1237]
article4-body-right: ప్రతి రోజూ ఉసిరి తీసుకోవడం అనేది ఆరోగ్యానికి అన్ని విధాలా మంచిది. ఉసిరి తీసుకోవడం వల్ల ఆరోగ్యానికి సంబంధించిన ఎన్నో ప్రయోజనాలు పొందవచ్చు. అయితే, దీని ఉపయుక్తతను పూర్తి స్థాయిలో పొందాలంటే దీన్ని క్రమం తప్పకుండా మరియు సమర్థవైన పరిమాణంలో తీసుకోవడం ఎంతైనా అవసరం. bbox=[457, 1630, 882, 1705]
